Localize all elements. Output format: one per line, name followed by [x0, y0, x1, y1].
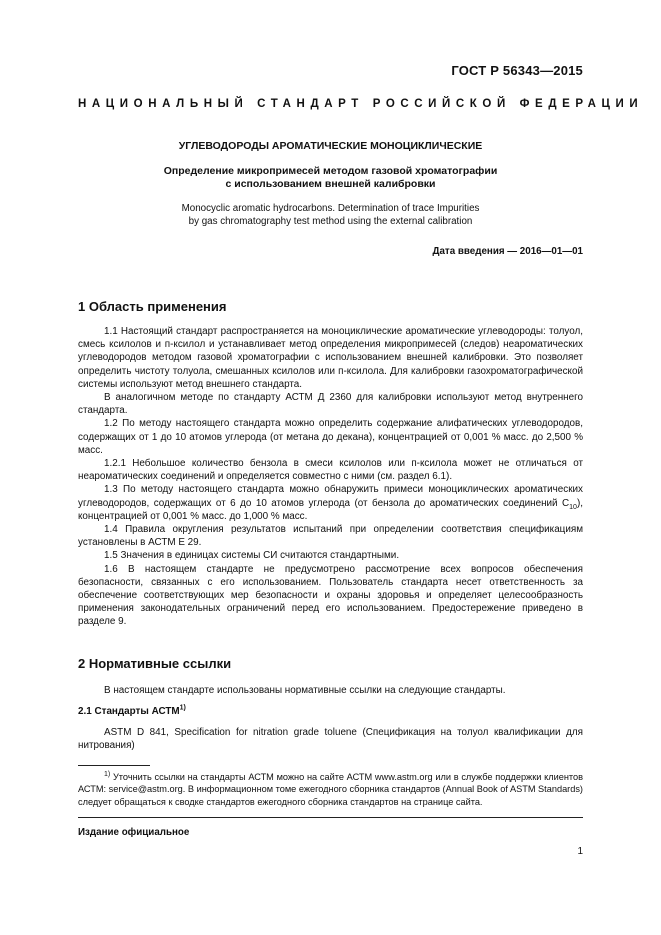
subsection-2-1-heading — [78, 706, 186, 717]
paragraph-1-3-text-a: 1.3 По методу настоящего стандарта можно обнаружить примеси моноциклических ароматических углеводородов, содержащих от 6 до 10 атомов углерода (от бензола до ароматических соединений С — [78, 484, 583, 509]
footnote-text — [78, 771, 583, 808]
document-subtitle-ru — [78, 165, 583, 191]
paragraph-1-2-1: 1.2.1 Небольшое количество бензола в смеси ксилолов или п-ксилола может не отличаться от неароматических соединений и определяется совместно с ними (см. раздел 6.1). — [78, 458, 583, 483]
section-2-heading: 2 Нормативные ссылки — [78, 656, 232, 671]
section-2-1-body — [78, 726, 583, 752]
gost-number: ГОСТ Р 56343—2015 — [451, 63, 583, 78]
paragraph-1-1: 1.1 Настоящий стандарт распространяется на моноциклические ароматические углеводороды: толуол, смесь ксилолов и п-ксилол и устанавливает метод определения микропримесей (следов) неароматических углеводородов методом газовой хроматографии с использованием внешней калибровки. Это позволяет определить чистоту толуола, смешанных ксилолов или п-ксилола. Для калибровки газохроматографической системы используют метод внешнего стандарта. — [78, 326, 583, 390]
document-title: УГЛЕВОДОРОДЫ АРОМАТИЧЕСКИЕ МОНОЦИКЛИЧЕСКИЕ — [178, 140, 483, 152]
footnote-marker: 1) — [104, 770, 111, 778]
paragraph-1-3-text-b: ), концентрацией от 0,001 % масс. до 1,000 % масс. — [78, 497, 583, 522]
footnote — [78, 771, 583, 808]
introduction-date: Дата введения — 2016—01—01 — [432, 246, 583, 257]
paragraph-1-6: 1.6 В настоящем стандарте не предусмотрено рассмотрение всех вопросов обеспечения безопасности, связанных с его использованием. Пользователь стандарта несет ответственность за обеспечение соответствующих мер безопасности и охраны здоровья и определяет целесообразность применения законодательных ограничений перед его использованием. Предостережение приведено в разделе 9. — [78, 563, 583, 628]
subsection-2-1-title: 2.1 Стандарты АСТМ — [78, 706, 180, 717]
paragraph-1-3 — [78, 483, 583, 523]
paragraph-astm-d841: ASTM D 841, Specification for nitration grade toluene (Спецификация на толуол квалификации для нитрования) — [78, 727, 583, 752]
page-number: 1 — [577, 846, 583, 857]
paragraph-2-intro: В настоящем стандарте использованы нормативные ссылки на следующие стандарты. — [104, 685, 506, 696]
subtitle-en-line-1: Monocyclic aromatic hydrocarbons. Determination of trace Impurities — [181, 203, 480, 214]
section-1-body — [78, 325, 583, 629]
footnote-reference: 1) — [179, 704, 186, 712]
carbon-subscript: 10 — [569, 503, 577, 511]
subtitle-ru-line-1: Определение микропримесей методом газовой хроматографии — [163, 165, 498, 177]
subtitle-ru-line-2: с использованием внешней калибровки — [225, 178, 436, 190]
national-standard-heading: НАЦИОНАЛЬНЫЙ СТАНДАРТ РОССИЙСКОЙ ФЕДЕРАЦИИ — [78, 98, 644, 110]
paragraph-1-2: 1.2 По методу настоящего стандарта можно определить содержание алифатических углеводородов, содержащих от 1 до 10 атомов углерода (от метана до декана), концентрацией от 0,001 % масс. до 2,500 % масс. — [78, 418, 583, 456]
paragraph-1-1-note: В аналогичном методе по стандарту АСТМ Д 2360 для калибровки используют метод внутреннего стандарта. — [78, 392, 583, 417]
document-subtitle-en — [78, 202, 583, 228]
section-1-heading: 1 Область применения — [78, 299, 227, 314]
paragraph-1-5: 1.5 Значения в единицах системы СИ считаются стандартными. — [104, 550, 400, 562]
paragraph-1-4: 1.4 Правила округления результатов испытаний при определении соответствия спецификациям установлены в АСТМ Е 29. — [78, 524, 583, 549]
footnote-body: Уточнить ссылки на стандарты АСТМ можно на сайте АСТМ www.astm.org или в службе поддержки клиентов АСТМ: service@astm.org. В информационном томе ежегодного сборника стандартов (Annual Book of ASTM Standards) следует обращаться к сводке стандартов ежегодного сборника стандартов на странице сайта. — [78, 772, 583, 807]
footnote-divider — [78, 765, 150, 766]
official-edition-label: Издание официальное — [78, 827, 190, 838]
section-2-intro — [78, 684, 583, 697]
page-footer-divider — [78, 817, 583, 818]
subtitle-en-line-2: by gas chromatography test method using the external calibration — [188, 216, 473, 227]
